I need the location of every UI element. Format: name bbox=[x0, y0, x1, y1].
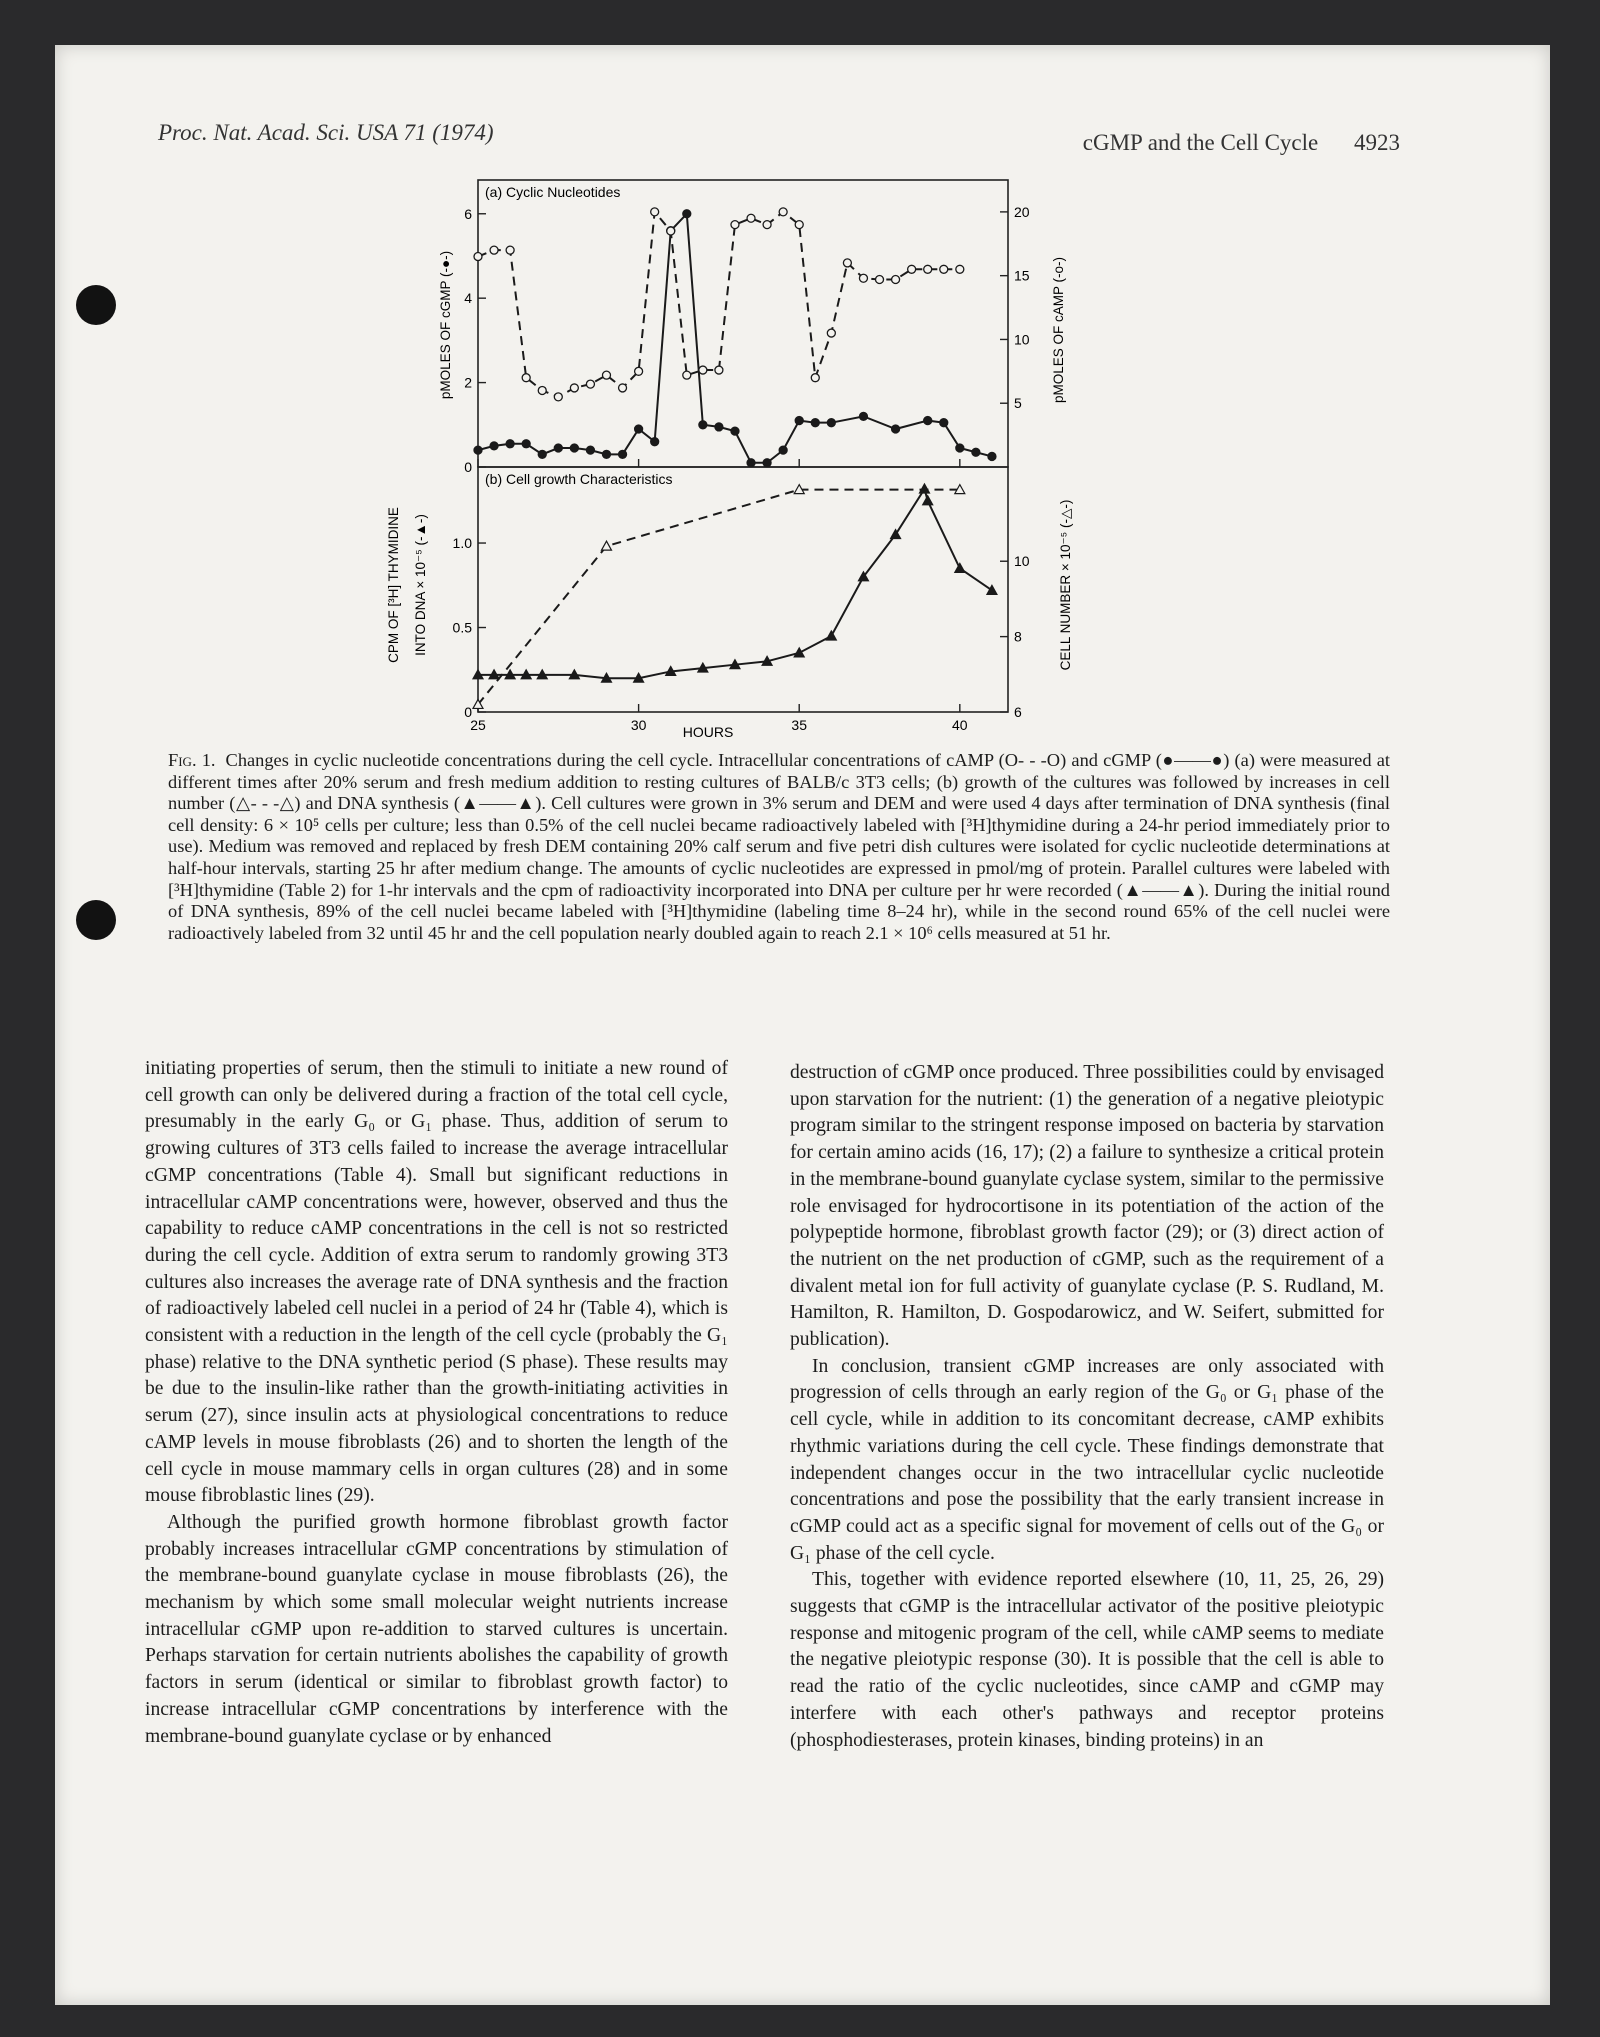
data-point bbox=[827, 329, 835, 337]
x-tick-label: 40 bbox=[952, 717, 968, 733]
data-point bbox=[635, 425, 643, 433]
y-tick-label-right: 10 bbox=[1014, 553, 1030, 570]
running-title: cGMP and the Cell Cycle bbox=[1082, 130, 1319, 155]
punch-hole bbox=[76, 285, 116, 325]
x-tick-label: 35 bbox=[791, 717, 808, 733]
paragraph: This, together with evidence reported elsewhere (10, 11, 25, 26, 29) suggests that cGMP is the intracellular activator of the positive pleiotypic response and mitogenic program of the cell, while cAMP seems to mediate the negative pleiotypic response (30). It is possible that the cell is able to read the ratio of the cyclic nucleotides, since cAMP and cGMP may interfere with each other's pathways and receptor proteins (phosphodiesterases, protein kinases, binding proteins) in an bbox=[790, 1569, 1384, 1751]
y-tick-label-right: 10 bbox=[1014, 331, 1030, 348]
panel-b-left-axis-label-1: CPM OF [³H] THYMIDINE bbox=[386, 507, 401, 663]
data-point bbox=[891, 530, 901, 539]
data-point bbox=[699, 421, 707, 429]
data-point bbox=[924, 417, 932, 425]
data-point bbox=[522, 374, 530, 382]
data-point bbox=[956, 265, 964, 273]
panel-a-right-axis-label: pMOLES OF cAMP (-o-) bbox=[1051, 256, 1066, 404]
data-point bbox=[955, 563, 965, 572]
y-tick-label-left: 4 bbox=[464, 290, 472, 307]
paragraph: destruction of cGMP once produced. Three possibilities could by envisaged upon starvation for the nutrient: (1) the generation of a negative pleiotypic program similar to the stringent response imposed on bacteria by starvation for certain amino acids (16, 17); (2) a failure to synthesize a critical protein in the membrane-bound guanylate cyclase system, similar to the permissive role envisaged for hydrocortisone in its potentiation of the action of the polypeptide hormone, fibroblast growth factor (29); or (3) direct action of the nutrient on the net production of cGMP, such as the requirement of a divalent metal ion for full activity of guanylate cyclase (P. S. Rudland, M. Hamilton, R. Hamilton, D. Gospodarowicz, and W. Seifert, submitted for publication). bbox=[790, 1062, 1384, 1351]
data-point bbox=[619, 384, 627, 392]
data-point bbox=[811, 374, 819, 382]
journal-citation: Proc. Nat. Acad. Sci. USA 71 (1974) bbox=[158, 120, 494, 145]
data-point bbox=[506, 246, 514, 254]
data-point bbox=[908, 265, 916, 273]
data-point bbox=[715, 423, 723, 431]
panel-b-left-axis-label-2: INTO DNA × 10⁻⁵ (-▲-) bbox=[413, 514, 428, 656]
plot-layer bbox=[453, 204, 1030, 733]
figure-1-chart bbox=[370, 175, 1130, 750]
series-line-dna-synthesis bbox=[478, 489, 992, 678]
data-point bbox=[586, 446, 594, 454]
data-point bbox=[779, 208, 787, 216]
paragraph: Although the purified growth hormone fibroblast growth factor probably increases intracellular cGMP concentrations by stimulation of the membrane-bound guanylate cyclase in mouse fibroblasts (26), the mechanism by which some small molecular weight nutrients increase intracellular cGMP upon re-addition to starved cultures is uncertain. Perhaps starvation for certain nutrients abolishes the capability of growth factors in serum (identical or similar to fibroblast growth factor) to increase intracellular cGMP concentrations by interference with the membrane-bound guanylate cyclase or by enhanced bbox=[145, 1511, 728, 1747]
left-column bbox=[145, 1056, 728, 1750]
data-point bbox=[538, 450, 546, 458]
data-point bbox=[474, 446, 482, 454]
data-point bbox=[554, 393, 562, 401]
data-point bbox=[570, 444, 578, 452]
figure-caption bbox=[168, 750, 1390, 944]
paragraph: In conclusion, transient cGMP increases are only associated with progression of cells through an early region of the G₀ or G₁ phase of the cell cycle, while in addition to its concomitant decrease, cAMP exhibits rhythmic variations during the cell cycle. These findings demonstrate that independent changes occur in the two intracellular cyclic nucleotide concentrations and pose the possibility that the early transient increase in cGMP could act as a specific signal for movement of cells out of the G₀ or G₁ phase of the cell cycle. bbox=[790, 1355, 1384, 1564]
y-tick-label-right: 20 bbox=[1014, 203, 1030, 220]
panel-b-title: (b) Cell growth Characteristics bbox=[485, 471, 673, 487]
data-point bbox=[940, 265, 948, 273]
data-point bbox=[490, 246, 498, 254]
y-tick-label-right: 6 bbox=[1014, 704, 1022, 720]
paragraph: initiating properties of serum, then the stimuli to initiate a new round of cell growth can only be delivered during a fraction of the total cell cycle, presumably in the early G₀ or G₁ phase. Thus, addition of serum to growing cultures of 3T3 cells failed to increase the average intracellular cGMP concentrations (Table 4). Small but significant reductions in intracellular cAMP concentrations were, however, observed and thus the capability to reduce cAMP concentrations in the cell is not so restricted during the cell cycle. Addition of extra serum to randomly growing 3T3 cultures also increases the average rate of DNA synthesis and the fraction of radioactively labeled cell nuclei in a period of 24 hr (Table 4), which is consistent with a reduction in the length of the cell cycle (probably the G₁ phase) relative to the DNA synthetic period (S phase). These results may be due to the insulin-like rather than the growth-initiating activities in serum (27), since insulin acts at physiological concentrations to reduce cAMP levels in mouse fibroblasts (26) and to shorten the length of the cell cycle in mouse mammary cells in organ cultures (28) and in some mouse fibroblastic lines (29). bbox=[145, 1058, 728, 1507]
data-point bbox=[940, 419, 948, 427]
data-point bbox=[795, 417, 803, 425]
series-line-cgmp bbox=[478, 214, 992, 463]
data-point bbox=[924, 265, 932, 273]
data-point bbox=[474, 253, 482, 261]
data-point bbox=[619, 450, 627, 458]
data-point bbox=[601, 541, 611, 550]
y-tick-label-left: 2 bbox=[464, 374, 472, 391]
y-tick-label-left: 0 bbox=[464, 459, 472, 475]
data-point bbox=[570, 384, 578, 392]
x-tick-label: 30 bbox=[630, 717, 647, 733]
data-point bbox=[602, 450, 610, 458]
data-point bbox=[843, 259, 851, 267]
y-tick-label-left: 1.0 bbox=[452, 535, 472, 552]
data-point bbox=[972, 448, 980, 456]
page-number: 4923 bbox=[1354, 130, 1400, 155]
data-point bbox=[522, 440, 530, 448]
data-point bbox=[811, 419, 819, 427]
data-point bbox=[651, 208, 659, 216]
data-point bbox=[763, 459, 771, 467]
data-point bbox=[731, 221, 739, 229]
data-point bbox=[602, 371, 610, 379]
panel-b-right-axis-label: CELL NUMBER × 10⁻⁵ (-△-) bbox=[1058, 499, 1073, 671]
data-point bbox=[859, 412, 867, 420]
data-point bbox=[506, 440, 514, 448]
data-point bbox=[919, 484, 929, 493]
data-point bbox=[763, 221, 771, 229]
y-tick-label-right: 8 bbox=[1014, 628, 1022, 645]
series-line-cell-number bbox=[478, 490, 960, 705]
data-point bbox=[538, 386, 546, 394]
panel-a-left-axis-label: pMOLES OF cGMP (-●-) bbox=[438, 250, 453, 400]
x-tick-label: 25 bbox=[470, 717, 486, 733]
panel-a-title: (a) Cyclic Nucleotides bbox=[485, 184, 621, 200]
data-point bbox=[795, 221, 803, 229]
right-column bbox=[790, 1060, 1384, 1754]
y-tick-label-left: 0 bbox=[464, 704, 472, 720]
y-tick-label-right: 15 bbox=[1014, 267, 1030, 284]
data-point bbox=[987, 585, 997, 594]
caption-label: Fig. 1. bbox=[168, 750, 216, 770]
data-point bbox=[651, 438, 659, 446]
caption-text: Changes in cyclic nucleotide concentrations during the cell cycle. Intracellular concentrations of cAMP (O- - -O) and cGMP (●——●) (a) were measured at different times after 20% serum and fresh medium addition to resting cultures of BALB/c 3T3 cells; (b) growth of the cultures was followed by increases in cell number (△- - -△) and DNA synthesis (▲——▲). Cell cultures were grown in 3% serum and DEM and were used 4 days after termination of DNA synthesis (final cell density: 6 × 10⁵ cells per culture; less than 0.5% of the cell nuclei became radioactively labeled with [³H]thymidine during a 24-hr period immediately prior to use). Medium was removed and replaced by fresh DEM containing 20% calf serum and five petri dish cultures were isolated for cyclic nucleotide determinations at half-hour intervals, starting 25 hr after medium change. The amounts of cyclic nucleotides are expressed in pmol/mg of protein. Parallel cultures were labeled with [³H]thymidine (Table 2) for 1-hr intervals and the cpm of radioactivity incorporated into DNA per culture per hr were recorded (▲——▲). During the initial round of DNA synthesis, 89% of the cell nuclei became labeled with [³H]thymidine (labeling time 8–24 hr), while in the second round 65% of the cell nuclei were radioactively labeled from 32 until 45 hr and the cell population nearly doubled again to reach 2.1 × 10⁶ cells measured at 51 hr. bbox=[168, 750, 1390, 943]
data-point bbox=[892, 275, 900, 283]
data-point bbox=[667, 227, 675, 235]
data-point bbox=[699, 366, 707, 374]
y-tick-label-left: 6 bbox=[464, 205, 472, 222]
data-point bbox=[779, 446, 787, 454]
running-header bbox=[1053, 130, 1400, 156]
data-point bbox=[554, 444, 562, 452]
data-point bbox=[876, 275, 884, 283]
data-point bbox=[892, 425, 900, 433]
data-point bbox=[715, 366, 723, 374]
y-tick-label-left: 0.5 bbox=[452, 619, 472, 636]
data-point bbox=[635, 367, 643, 375]
data-point bbox=[683, 210, 691, 218]
figure-1 bbox=[370, 175, 1130, 750]
x-axis-label: HOURS bbox=[682, 724, 734, 740]
data-point bbox=[988, 452, 996, 460]
y-tick-label-right: 5 bbox=[1014, 395, 1022, 412]
data-point bbox=[923, 496, 933, 505]
data-point bbox=[794, 648, 804, 657]
data-point bbox=[827, 419, 835, 427]
data-point bbox=[731, 427, 739, 435]
data-point bbox=[747, 459, 755, 467]
punch-hole bbox=[76, 900, 116, 940]
data-point bbox=[683, 371, 691, 379]
data-point bbox=[826, 631, 836, 640]
data-point bbox=[956, 444, 964, 452]
data-point bbox=[490, 442, 498, 450]
data-point bbox=[747, 214, 755, 222]
data-point bbox=[586, 380, 594, 388]
data-point bbox=[859, 274, 867, 282]
